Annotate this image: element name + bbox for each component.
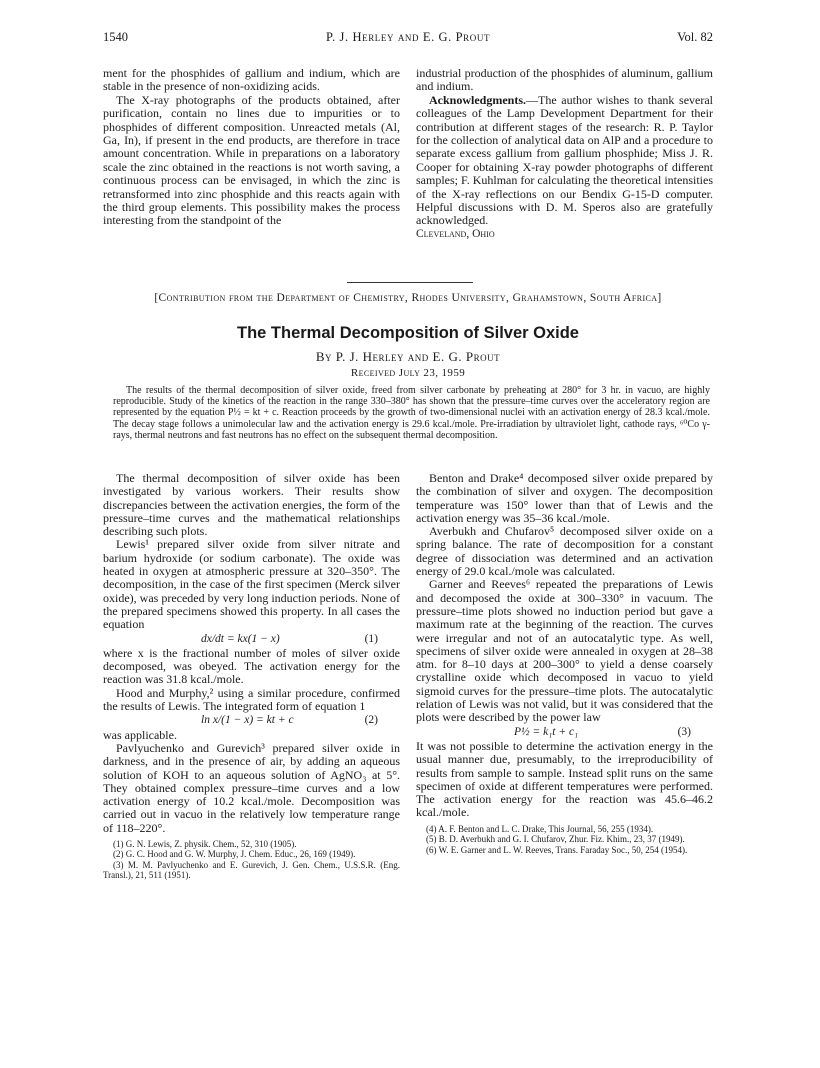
footnote: (1) G. N. Lewis, Z. physik. Chem., 52, 310 (1905).	[113, 839, 297, 850]
footnotes-left	[103, 839, 400, 881]
equation-expression: dx/dt = kx(1 − x)	[201, 632, 280, 645]
prev-paragraph: ment for the phosphides of gallium and indium, which are stable in the presence of non-oxidizing acids.	[103, 66, 400, 94]
prev-article-right-column	[416, 67, 713, 241]
running-title: P. J. Herley and E. G. Prout	[325, 30, 491, 44]
abstract	[113, 385, 710, 441]
acknowledgments-paragraph	[416, 94, 713, 228]
equation-number: (3)	[677, 725, 691, 738]
body-paragraph: Pavlyuchenko and Gurevich³ prepared silver oxide in darkness, and in the presence of air, by adding an aqueous solution of KOH to an aqueous solution of AgNO₃ at 5°. They obtained complex pressure–time curves and a low activation energy of 10.2 kcal./mole. Decomposition was carried out in vacuo in the relatively low temperature range of 118–220°.	[103, 740, 400, 835]
footnote: (3) M. M. Pavlyuchenko and E. Gurevich, J. Gen. Chem., U.S.S.R. (Eng. Transl.), 21, 511 (1951).	[103, 859, 400, 881]
acknowledgments-text: —The author wishes to thank several colleagues of the Lamp Development Department for their contribution at different stages of the research: R. P. Taylor for the collection of analytical data on AlP and a procedure to separate excess gallium from gallium phosphide; Miss J. R. Cooper for obtaining X-ray powder photographs of different samples; F. Kuhlman for calculating the theoretical intensities of the X-ray reflections on our Bendix G-15-D computer. Helpful discussions with D. M. Speros also are gratefully acknowledged.	[416, 92, 713, 228]
prev-paragraph: industrial production of the phosphides of aluminum, gallium and indium.	[416, 66, 713, 94]
footnotes-right	[416, 824, 713, 855]
section-divider	[347, 282, 473, 283]
footnote: (5) B. D. Averbukh and G. I. Chufarov, Zhur. Fiz. Khim., 23, 37 (1949).	[426, 834, 685, 845]
footnote: (6) W. E. Garner and L. W. Reeves, Trans. Faraday Soc., 50, 254 (1954).	[426, 844, 688, 855]
body-paragraph: The thermal decomposition of silver oxide has been investigated by various workers. Their results show discrepancies between the activation energies, the form of the pressure–time curves and the mathematical relationships describing such plots.	[103, 471, 400, 539]
body-paragraph: Benton and Drake⁴ decomposed silver oxide prepared by the combination of silver and oxygen. The decomposition temperature was 150° lower than that of Lewis and the activation energy was 35–36 kcal./mole.	[416, 471, 713, 525]
main-left-column	[103, 472, 400, 881]
contribution-line: [Contribution from the Department of Chemistry, Rhodes University, Grahamstown, South Africa]	[154, 292, 662, 304]
equation-2	[103, 713, 400, 728]
running-header	[103, 30, 713, 48]
body-paragraph: was applicable.	[103, 727, 177, 742]
prev-article-left-column	[103, 67, 400, 228]
volume-label: Vol. 82	[677, 30, 713, 44]
equation-expression: P½ = k₁t + c₁	[514, 725, 579, 738]
equation-3	[416, 725, 713, 740]
abstract-text: The results of the thermal decomposition of silver oxide, freed from silver carbonate by preheating at 280° for 3 hr. in vacuo, are highly reproducible. Study of the kinetics of the reaction in the range 330–380° has shown that the pressure–time curves over the acceleratory region are represented by the equation P½ = kt + c. Reaction proceeds by the growth of two-dimensional nuclei with an activation energy of 28.3 kcal./mole. The decay stage follows a unimolecular law and the activation energy is 29.6 kcal./mole. Pre-irradiation by ultraviolet light, cathode rays, ⁶⁰Co γ-rays, thermal neutrons and fast neutrons has no effect on the subsequent thermal decomposition.	[113, 385, 710, 441]
equation-number: (2)	[364, 714, 378, 727]
location-line: Cleveland, Ohio	[416, 227, 495, 240]
acknowledgments-label: Acknowledgments.	[429, 92, 527, 107]
body-paragraph: Lewis¹ prepared silver oxide from silver nitrate and barium hydroxide (or sodium carbonate). The oxide was heated in oxygen at atmospheric pressure at 320–350°. The decomposition, in the case of the first specimen (Merck silver oxide), was preceded by very long induction periods. None of the prepared specimens showed this property. In all cases the equation	[103, 537, 400, 632]
footnote: (4) A. F. Benton and L. C. Drake, This Journal, 56, 255 (1934).	[426, 823, 654, 834]
article-authors: By P. J. Herley and E. G. Prout	[315, 349, 501, 364]
equation-expression: ln x/(1 − x) = kt + c	[201, 714, 294, 727]
body-paragraph: where x is the fractional number of moles of silver oxide decomposed, was obeyed. The activation energy for the reaction was 31.8 kcal./mole.	[103, 645, 400, 687]
received-date: Received July 23, 1959	[350, 367, 466, 379]
body-paragraph: It was not possible to determine the activation energy in the usual manner due, presumably, to the irreproducibility of results from sample to sample. Instead split runs on the same specimen of oxide at different temperatures were performed. The activation energy for the reaction was 45.6–46.2 kcal./mole.	[416, 738, 713, 820]
prev-paragraph: The X-ray photographs of the products obtained, after purification, contain no lines due to impurities or to phosphides of different composition. Unreacted metals (Al, Ga, In), if present in the end products, are therefore in trace amount concentration. While in preparations on a laboratory scale the zinc obtained in the reactions is not worth saving, a continuous process can be envisaged, in which the zinc is retransformed into zinc phosphide and this reacts again with the third group elements. This possibility makes the process interesting from the standpoint of the	[103, 92, 400, 228]
main-right-column	[416, 472, 713, 855]
footnote: (2) G. C. Hood and G. W. Murphy, J. Chem. Educ., 26, 169 (1949).	[113, 849, 356, 860]
equation-number: (1)	[364, 632, 378, 645]
article-title: The Thermal Decomposition of Silver Oxide	[237, 324, 579, 342]
body-paragraph: Averbukh and Chufarov⁵ decomposed silver oxide on a spring balance. The rate of decomposition for a constant degree of dissociation was determined and an activation energy of 29.0 kcal./mole was calculated.	[416, 524, 713, 579]
page-number: 1540	[103, 30, 128, 44]
body-paragraph: Garner and Reeves⁶ repeated the preparations of Lewis and decomposed the oxide at 300–330° in vacuum. The pressure–time plots showed no induction period but gave a maximum rate at the beginning of the reaction. The curves were irregular and not of an autocatalytic type. As well, specimens of silver oxide were annealed in oxygen at 28–38 atm. for 8–10 days at 200–300° to yield a dense coarsely crystalline oxide which decomposed in vacuo to yield sigmoid curves for the pressure–time plots. The autocatalytic relation of Lewis was not valid, but it was considered that the plots were described by the power law	[416, 577, 713, 725]
equation-1	[103, 632, 400, 647]
body-paragraph: Hood and Murphy,² using a similar procedure, confirmed the results of Lewis. The integrated form of equation 1	[103, 685, 400, 714]
